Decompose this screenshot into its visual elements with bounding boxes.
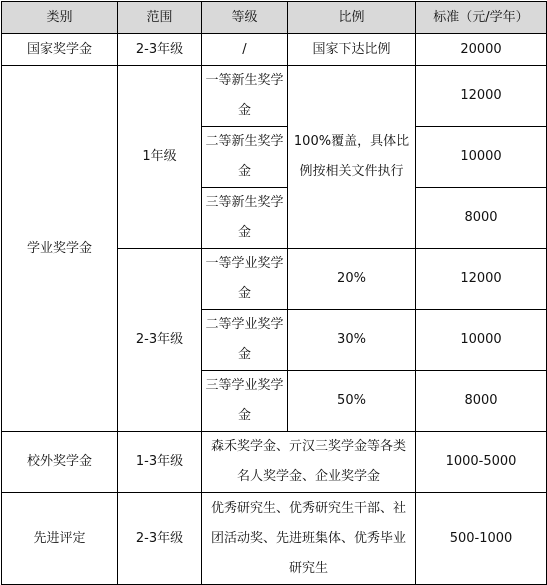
table-row	[2, 34, 547, 66]
scope-cell: 2-3年级	[118, 493, 202, 585]
level-cell: 一等新生奖学金	[202, 66, 288, 127]
header-standard: 标准（元/学年）	[416, 2, 547, 34]
header-category: 类别	[2, 2, 118, 34]
scope-cell: 1年级	[118, 66, 202, 249]
header-scope: 范围	[118, 2, 202, 34]
category-cell: 国家奖学金	[2, 34, 118, 66]
scholarship-table	[1, 1, 547, 585]
standard-cell: 1000-5000	[416, 432, 547, 493]
header-ratio: 比例	[288, 2, 416, 34]
scope-cell: 2-3年级	[118, 249, 202, 432]
category-cell: 学业奖学金	[2, 66, 118, 432]
header-level: 等级	[202, 2, 288, 34]
header-row	[2, 2, 547, 34]
standard-cell: 12000	[416, 249, 547, 310]
level-cell: 三等新生奖学金	[202, 188, 288, 249]
ratio-cell: 50%	[288, 371, 416, 432]
standard-cell: 8000	[416, 371, 547, 432]
level-cell: 森禾奖学金、亓汉三奖学金等各类名人奖学金、企业奖学金	[202, 432, 416, 493]
ratio-cell: 30%	[288, 310, 416, 371]
ratio-cell: 国家下达比例	[288, 34, 416, 66]
level-cell: 一等学业奖学金	[202, 249, 288, 310]
standard-cell: 10000	[416, 127, 547, 188]
level-cell: 三等学业奖学金	[202, 371, 288, 432]
level-cell: 二等新生奖学金	[202, 127, 288, 188]
level-cell: 二等学业奖学金	[202, 310, 288, 371]
category-cell: 先进评定	[2, 493, 118, 585]
level-cell: 优秀研究生、优秀研究生干部、社团活动奖、先进班集体、优秀毕业研究生	[202, 493, 416, 585]
standard-cell: 8000	[416, 188, 547, 249]
table-row	[2, 66, 547, 127]
ratio-cell: 100%覆盖，具体比例按相关文件执行	[288, 66, 416, 249]
standard-cell: 10000	[416, 310, 547, 371]
standard-cell: 12000	[416, 66, 547, 127]
standard-cell: 20000	[416, 34, 547, 66]
scope-cell: 2-3年级	[118, 34, 202, 66]
table-row	[2, 432, 547, 493]
level-cell: /	[202, 34, 288, 66]
scope-cell: 1-3年级	[118, 432, 202, 493]
ratio-cell: 20%	[288, 249, 416, 310]
table-row	[2, 493, 547, 585]
standard-cell: 500-1000	[416, 493, 547, 585]
category-cell: 校外奖学金	[2, 432, 118, 493]
